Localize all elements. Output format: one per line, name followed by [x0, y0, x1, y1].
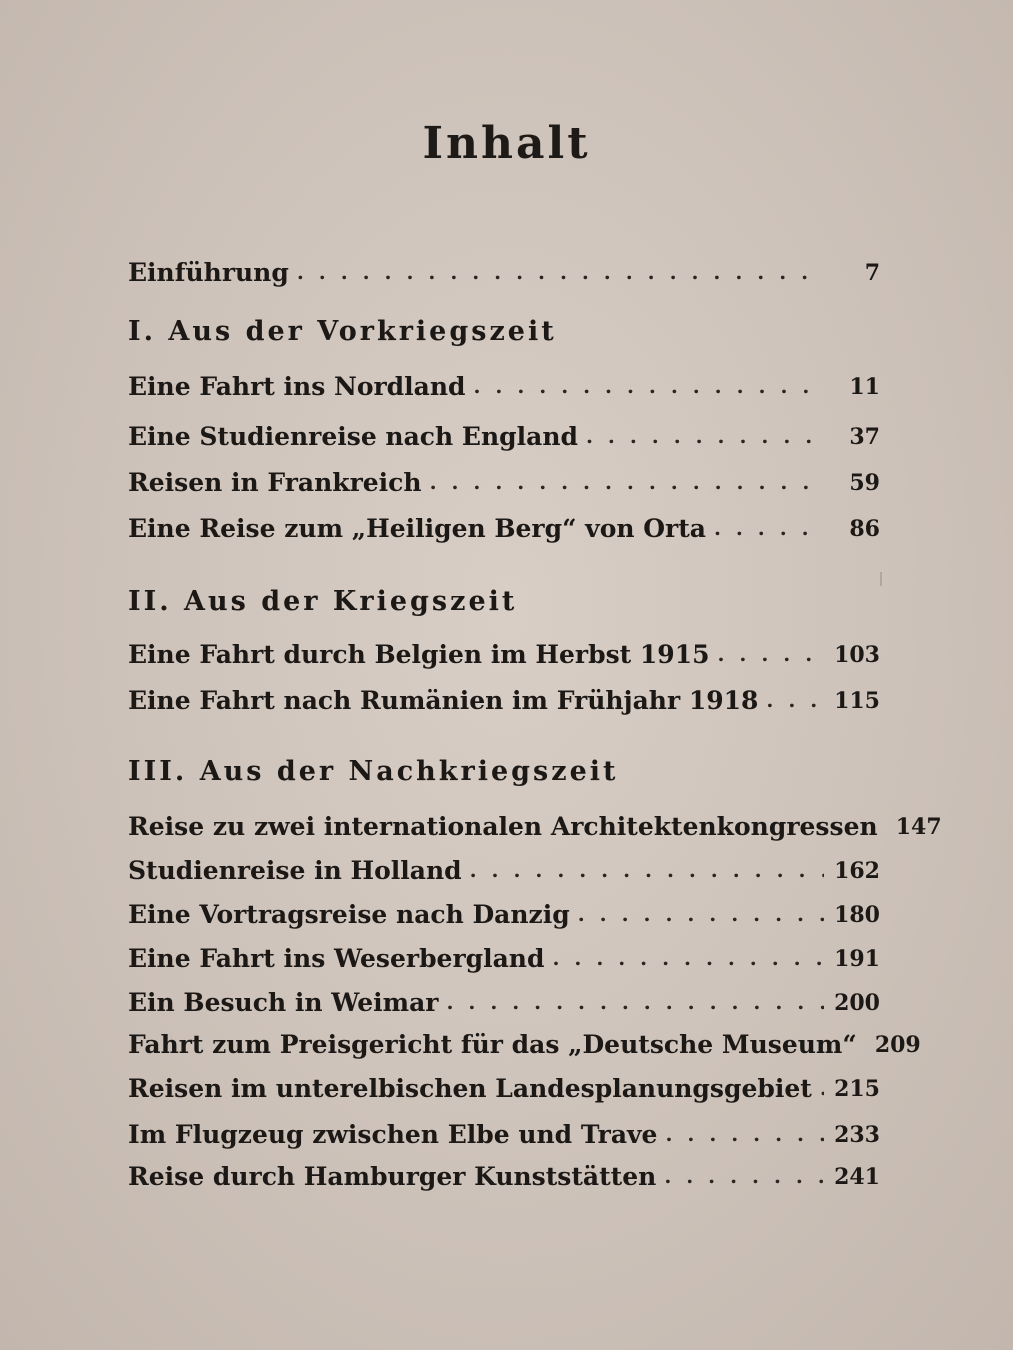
toc-entry — [128, 510, 880, 544]
dot-leader — [717, 642, 824, 670]
dot-leader — [578, 902, 824, 930]
toc-entry-label: Reisen im unterelbischen Landesplanungsgebiet — [128, 1074, 812, 1103]
dot-leader — [820, 1076, 824, 1104]
toc-page-number: 59 — [849, 470, 880, 496]
toc-page-number: 180 — [834, 902, 880, 928]
toc-page-number: 209 — [874, 1032, 921, 1058]
toc-entry-label: Eine Vortragsreise nach Danzig — [128, 900, 570, 929]
toc-entry-label: Eine Fahrt nach Rumänien im Frühjahr 1918 — [128, 686, 759, 715]
toc-page-number: 103 — [834, 642, 880, 668]
toc-entry-label: Eine Fahrt ins Nordland — [128, 372, 466, 401]
toc-page-number: 115 — [834, 688, 880, 714]
toc-page-number: 86 — [849, 516, 880, 542]
toc-entry — [128, 368, 880, 402]
toc-entry-intro — [128, 254, 880, 288]
toc-entry-label: Studienreise in Holland — [128, 856, 462, 885]
toc-page-number: 241 — [834, 1164, 880, 1190]
toc-page-number: 191 — [834, 946, 880, 972]
toc-entry-label: Reise zu zwei internationalen Architektenkongressen — [128, 812, 878, 841]
dot-leader — [714, 516, 824, 544]
toc-entry-label: Eine Studienreise nach England — [128, 422, 578, 451]
toc-entry-label: Einführung — [128, 258, 289, 287]
toc-entry-label: Fahrt zum Preisgericht für das „Deutsche Museum“ — [128, 1030, 857, 1059]
toc-entry — [128, 808, 942, 842]
toc-entry — [128, 636, 880, 670]
toc-entry — [128, 984, 880, 1018]
toc-page-number: 7 — [864, 260, 880, 286]
dot-leader — [430, 470, 824, 498]
toc-entry — [128, 1070, 880, 1104]
dot-leader — [665, 1122, 824, 1150]
toc-entry-label: Reisen in Frankreich — [128, 468, 422, 497]
toc-page-number: 233 — [834, 1122, 880, 1148]
dot-leader — [586, 424, 824, 452]
toc-page-number: 11 — [849, 374, 880, 400]
toc-entry-label: Reise durch Hamburger Kunststätten — [128, 1162, 657, 1191]
dot-leader — [470, 858, 824, 886]
toc-entry — [128, 682, 880, 716]
paper-mark — [880, 572, 882, 586]
dot-leader — [552, 946, 824, 974]
toc-entry — [128, 1116, 880, 1150]
toc-page-number: 37 — [849, 424, 880, 450]
dot-leader — [446, 990, 824, 1018]
page-title: Inhalt — [422, 118, 591, 169]
toc-entry — [128, 1158, 880, 1192]
toc-entry-label: Eine Fahrt durch Belgien im Herbst 1915 — [128, 640, 710, 669]
toc-entry-label: Ein Besuch in Weimar — [128, 988, 439, 1017]
toc-entry — [128, 418, 880, 452]
section-heading-2: II. Aus der Kriegszeit — [128, 586, 518, 617]
toc-page-number: 147 — [895, 814, 942, 840]
dot-leader — [474, 374, 825, 402]
dot-leader — [766, 688, 824, 716]
toc-entry — [128, 940, 880, 974]
section-heading-1: I. Aus der Vorkriegszeit — [128, 316, 557, 347]
section-heading-3: III. Aus der Nachkriegszeit — [128, 756, 619, 787]
toc-entry — [128, 464, 880, 498]
toc-entry — [128, 896, 880, 930]
toc-page-number: 162 — [834, 858, 880, 884]
dot-leader — [297, 260, 824, 288]
toc-page-number: 215 — [834, 1076, 880, 1102]
dot-leader — [664, 1164, 824, 1192]
toc-entry — [128, 1026, 921, 1060]
toc-entry — [128, 852, 880, 886]
toc-page-number: 200 — [834, 990, 880, 1016]
toc-entry-label: Eine Reise zum „Heiligen Berg“ von Orta — [128, 514, 706, 543]
toc-entry-label: Eine Fahrt ins Weserbergland — [128, 944, 545, 973]
toc-entry-label: Im Flugzeug zwischen Elbe und Trave — [128, 1120, 658, 1149]
